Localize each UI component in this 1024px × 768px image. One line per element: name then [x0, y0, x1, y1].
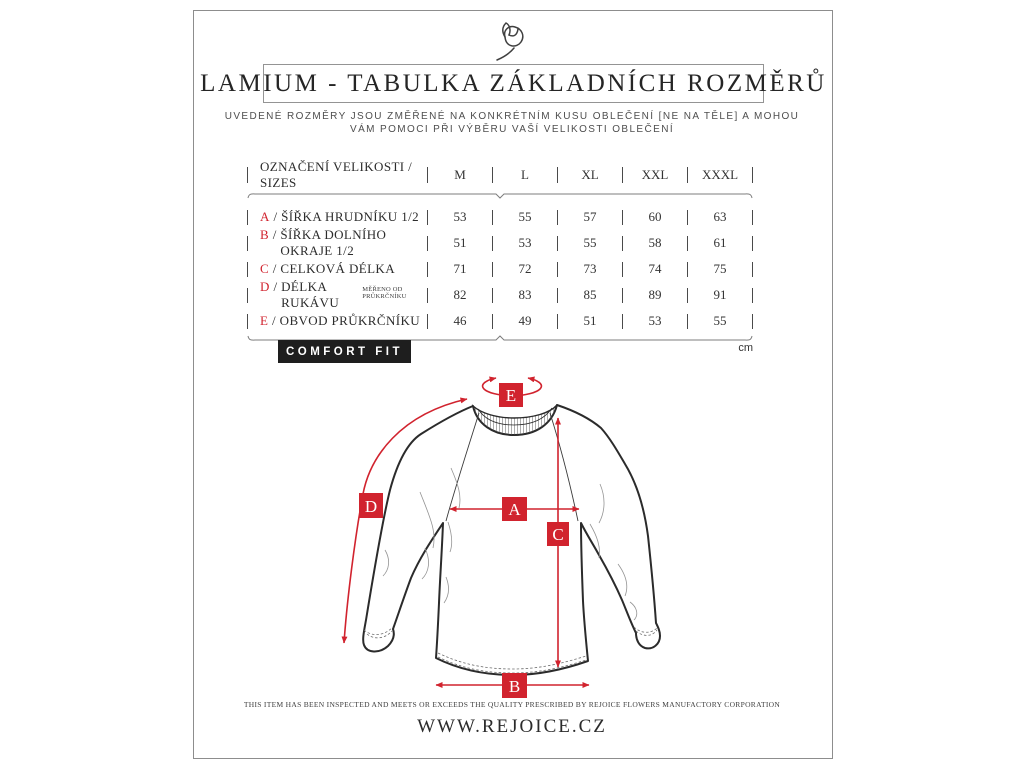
letter-separator: /	[269, 279, 282, 294]
measurement-name: DÉLKA RUKÁVU	[281, 279, 340, 310]
letter-separator: /	[268, 313, 280, 328]
measurement-label-cell	[248, 209, 427, 225]
page-title: LAMIUM - TABULKA ZÁKLADNÍCH ROZMĚRŮ	[200, 69, 827, 97]
value-cell: 51	[583, 313, 597, 328]
size-column-xxxl: XXXL	[701, 167, 739, 182]
letter-separator: /	[269, 209, 282, 224]
column-separator	[752, 210, 753, 225]
label-b: B	[508, 677, 521, 696]
measurement-letter: C	[260, 261, 270, 276]
value-cell: 53	[518, 235, 532, 250]
value-cell: 75	[713, 261, 727, 276]
value-cell: 51	[453, 235, 467, 250]
value-cell: 57	[583, 209, 597, 224]
value-cell: 74	[648, 261, 662, 276]
sizes-header-label: OZNAČENÍ VELIKOSTI / SIZES	[260, 159, 413, 190]
size-column-l: L	[521, 167, 529, 182]
unit-label: cm	[738, 342, 753, 354]
measurement-note: MĚŘENO OD PRŮKRČNÍKU	[362, 286, 407, 300]
sweater-measurement-diagram	[300, 372, 730, 704]
subtitle-line-2: VÁM POMOCI PŘI VÝBĚRU VAŠÍ VELIKOSTI OBLEČENÍ	[350, 124, 674, 135]
letter-separator: /	[269, 261, 281, 276]
table-header-row	[247, 160, 753, 190]
value-cell: 83	[518, 287, 532, 302]
quality-note: THIS ITEM HAS BEEN INSPECTED AND MEETS OR EXCEEDS THE QUALITY PRESCRIBED BY REJOICE FLOWERS MANUFACTORY CORPORATION	[243, 700, 781, 709]
value-cell: 82	[453, 287, 467, 302]
measurement-label-cell	[248, 279, 427, 311]
column-separator	[752, 262, 753, 277]
comfort-fit-badge	[278, 340, 411, 363]
value-cell: 72	[518, 261, 532, 276]
value-cell: 53	[453, 209, 467, 224]
sizes-header-cell	[248, 159, 427, 191]
website-url: WWW.REJOICE.CZ	[417, 716, 607, 737]
title-box	[200, 64, 827, 103]
measurement-letter: A	[260, 209, 270, 224]
value-cell: 49	[518, 313, 532, 328]
label-a: A	[508, 500, 521, 519]
value-cell: 73	[583, 261, 597, 276]
value-cell: 46	[453, 313, 467, 328]
fit-badge-label: COMFORT FIT	[285, 345, 404, 358]
value-cell: 91	[713, 287, 727, 302]
value-cell: 55	[518, 209, 532, 224]
document-subtitle	[213, 110, 811, 136]
value-cell: 61	[713, 235, 727, 250]
value-cell: 63	[713, 209, 727, 224]
measurement-label-cell	[248, 261, 427, 277]
top-brace-divider	[247, 190, 753, 200]
letter-separator: /	[269, 227, 281, 242]
size-column-xl: XL	[581, 167, 599, 182]
column-separator	[752, 236, 753, 251]
measurement-letter: E	[260, 313, 269, 328]
label-c: C	[552, 525, 564, 544]
measurement-name: CELKOVÁ DÉLKA	[280, 261, 395, 276]
table-row-e	[247, 308, 753, 334]
measurement-label-cell	[248, 227, 427, 259]
value-cell: 89	[648, 287, 662, 302]
measurement-letter: D	[260, 279, 270, 294]
value-cell: 85	[583, 287, 597, 302]
measurement-name: ŠÍŘKA HRUDNÍKU 1/2	[281, 209, 420, 224]
value-cell: 71	[453, 261, 467, 276]
value-cell: 55	[583, 235, 597, 250]
size-column-xxl: XXL	[641, 167, 669, 182]
value-cell: 58	[648, 235, 662, 250]
column-separator	[752, 288, 753, 303]
sweater-outline	[363, 405, 660, 675]
brand-tulip-icon	[488, 22, 536, 62]
value-cell: 53	[648, 313, 662, 328]
measurement-label-cell	[248, 313, 427, 329]
value-cell: 60	[648, 209, 662, 224]
value-cell: 55	[713, 313, 727, 328]
label-e: E	[505, 386, 517, 405]
size-column-m: M	[454, 167, 466, 182]
column-separator	[752, 314, 753, 329]
label-d: D	[364, 497, 378, 516]
measurement-name: ŠÍŘKA DOLNÍHO OKRAJE 1/2	[280, 227, 387, 258]
table-row-d	[247, 279, 753, 310]
measurement-name: OBVOD PRŮKRČNÍKU	[279, 313, 421, 328]
column-separator	[752, 167, 753, 183]
measurement-letter: B	[260, 227, 270, 242]
table-row-b	[247, 227, 753, 258]
subtitle-line-1: UVEDENÉ ROZMĚRY JSOU ZMĚŘENÉ NA KONKRÉTNÍM KUSU OBLEČENÍ [NE NA TĚLE] A MOHOU	[224, 111, 800, 122]
